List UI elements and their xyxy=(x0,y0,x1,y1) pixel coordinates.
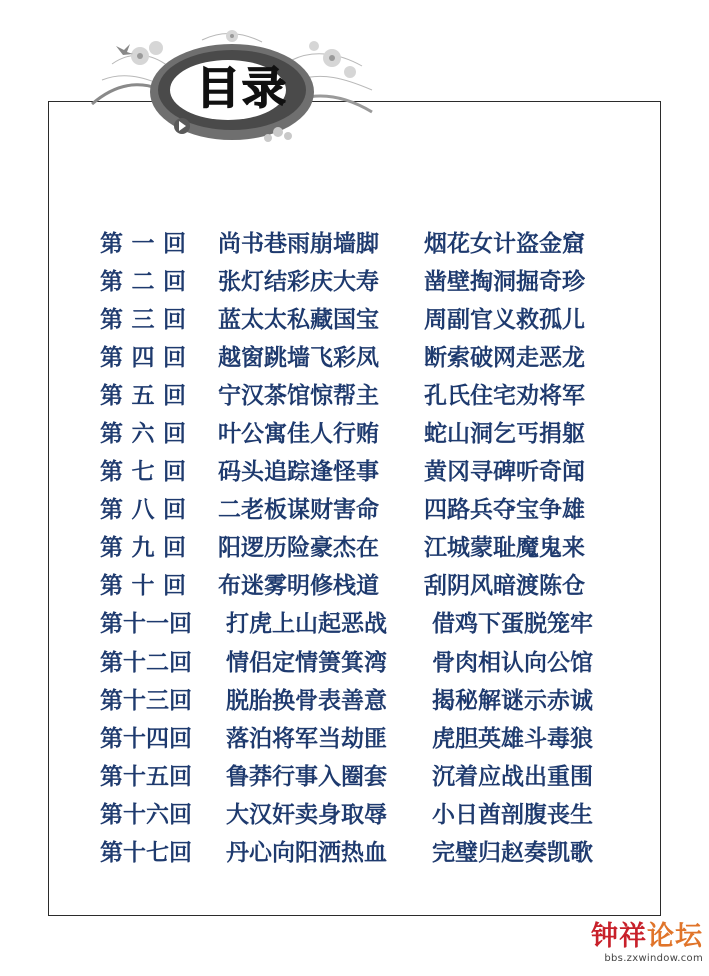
chapter-title-second-line: 骨肉相认向公馆 xyxy=(432,648,593,676)
watermark-char-1: 钟 xyxy=(591,921,619,952)
chapter-number: 第十五回 xyxy=(100,762,192,790)
chapter-title-first-line: 码头追踪逢怪事 xyxy=(218,458,379,486)
chapter-number: 第十回 xyxy=(100,572,195,600)
toc-row xyxy=(100,451,640,489)
chapter-number: 第九回 xyxy=(100,534,195,562)
toc-row xyxy=(100,603,640,641)
chapter-number: 第二回 xyxy=(100,267,195,295)
chapter-title-second-line: 周副官义救孤儿 xyxy=(424,305,585,333)
toc-row xyxy=(100,412,640,450)
chapter-title-second-line: 小日酋剖腹丧生 xyxy=(432,800,593,828)
toc-row xyxy=(100,260,640,298)
forum-watermark xyxy=(573,922,703,972)
chapter-title-second-line: 孔氏住宅劝将军 xyxy=(424,381,585,409)
chapter-title-second-line: 江城蒙耻魔鬼来 xyxy=(424,534,585,562)
toc-row xyxy=(100,336,640,374)
chapter-number: 第七回 xyxy=(100,458,195,486)
chapter-title-first-line: 大汉奸卖身取辱 xyxy=(226,800,387,828)
chapter-title-first-line: 宁汉茶馆惊帮主 xyxy=(218,381,379,409)
chapter-title-second-line: 揭秘解谜示赤诚 xyxy=(432,686,593,714)
chapter-title-second-line: 断索破网走恶龙 xyxy=(424,343,585,371)
page-title: 目录 xyxy=(196,63,288,114)
chapter-title-first-line: 丹心向阳洒热血 xyxy=(226,839,387,867)
toc-row xyxy=(100,527,640,565)
chapter-title-first-line: 叶公寓佳人行贿 xyxy=(218,420,379,448)
toc-row xyxy=(100,793,640,831)
chapter-number: 第五回 xyxy=(100,381,195,409)
chapter-number: 第三回 xyxy=(100,305,195,333)
toc-row xyxy=(100,755,640,793)
toc-row xyxy=(100,832,640,870)
chapter-title-second-line: 四路兵夺宝争雄 xyxy=(424,496,585,524)
toc-row xyxy=(100,222,640,260)
chapter-number: 第十四回 xyxy=(100,724,192,752)
watermark-char-4: 坛 xyxy=(675,921,703,952)
chapter-number: 第四回 xyxy=(100,343,195,371)
chapter-number: 第十二回 xyxy=(100,648,192,676)
chapter-number: 第八回 xyxy=(100,496,195,524)
toc-row xyxy=(100,679,640,717)
watermark-char-2: 祥 xyxy=(619,921,647,952)
watermark-url: bbs.zxwindow.com xyxy=(604,953,703,964)
chapter-title-second-line: 烟花女计盗金窟 xyxy=(424,229,585,257)
chapter-title-second-line: 黄冈寻碑听奇闻 xyxy=(424,458,585,486)
chapter-title-second-line: 沉着应战出重围 xyxy=(432,762,593,790)
toc-row xyxy=(100,374,640,412)
chapter-title-second-line: 虎胆英雄斗毒狼 xyxy=(432,724,593,752)
chapter-title-first-line: 阳逻历险豪杰在 xyxy=(218,534,379,562)
watermark-char-3: 论 xyxy=(647,921,675,952)
toc-row xyxy=(100,641,640,679)
chapter-title-first-line: 越窗跳墙飞彩凤 xyxy=(218,343,379,371)
table-of-contents xyxy=(100,222,640,870)
chapter-title-second-line: 凿壁掏洞掘奇珍 xyxy=(424,267,585,295)
chapter-title-second-line: 完璧归赵奏凯歌 xyxy=(432,839,593,867)
chapter-title-first-line: 情侣定情箦箕湾 xyxy=(226,648,387,676)
chapter-title-first-line: 打虎上山起恶战 xyxy=(226,610,387,638)
toc-row xyxy=(100,717,640,755)
chapter-number: 第六回 xyxy=(100,420,195,448)
chapter-title-first-line: 二老板谋财害命 xyxy=(218,496,379,524)
chapter-title-second-line: 刮阴风暗渡陈仓 xyxy=(424,572,585,600)
chapter-title-first-line: 张灯结彩庆大寿 xyxy=(218,267,379,295)
watermark-logo-text xyxy=(573,922,703,952)
chapter-title-first-line: 落泊将军当劫匪 xyxy=(226,724,387,752)
toc-row xyxy=(100,489,640,527)
chapter-number: 第十一回 xyxy=(100,610,192,638)
chapter-title-second-line: 蛇山洞乞丐捐躯 xyxy=(424,420,585,448)
chapter-title-first-line: 脱胎换骨表善意 xyxy=(226,686,387,714)
toc-row xyxy=(100,298,640,336)
chapter-number: 第十三回 xyxy=(100,686,192,714)
toc-row xyxy=(100,565,640,603)
chapter-number: 第十六回 xyxy=(100,800,192,828)
chapter-number: 第一回 xyxy=(100,229,195,257)
chapter-title-first-line: 布迷雾明修栈道 xyxy=(218,572,379,600)
chapter-title-second-line: 借鸡下蛋脱笼牢 xyxy=(432,610,593,638)
chapter-title-first-line: 鲁莽行事入圈套 xyxy=(226,762,387,790)
chapter-title-first-line: 尚书巷雨崩墙脚 xyxy=(218,229,379,257)
chapter-number: 第十七回 xyxy=(100,839,192,867)
chapter-title-first-line: 蓝太太私藏国宝 xyxy=(218,305,379,333)
